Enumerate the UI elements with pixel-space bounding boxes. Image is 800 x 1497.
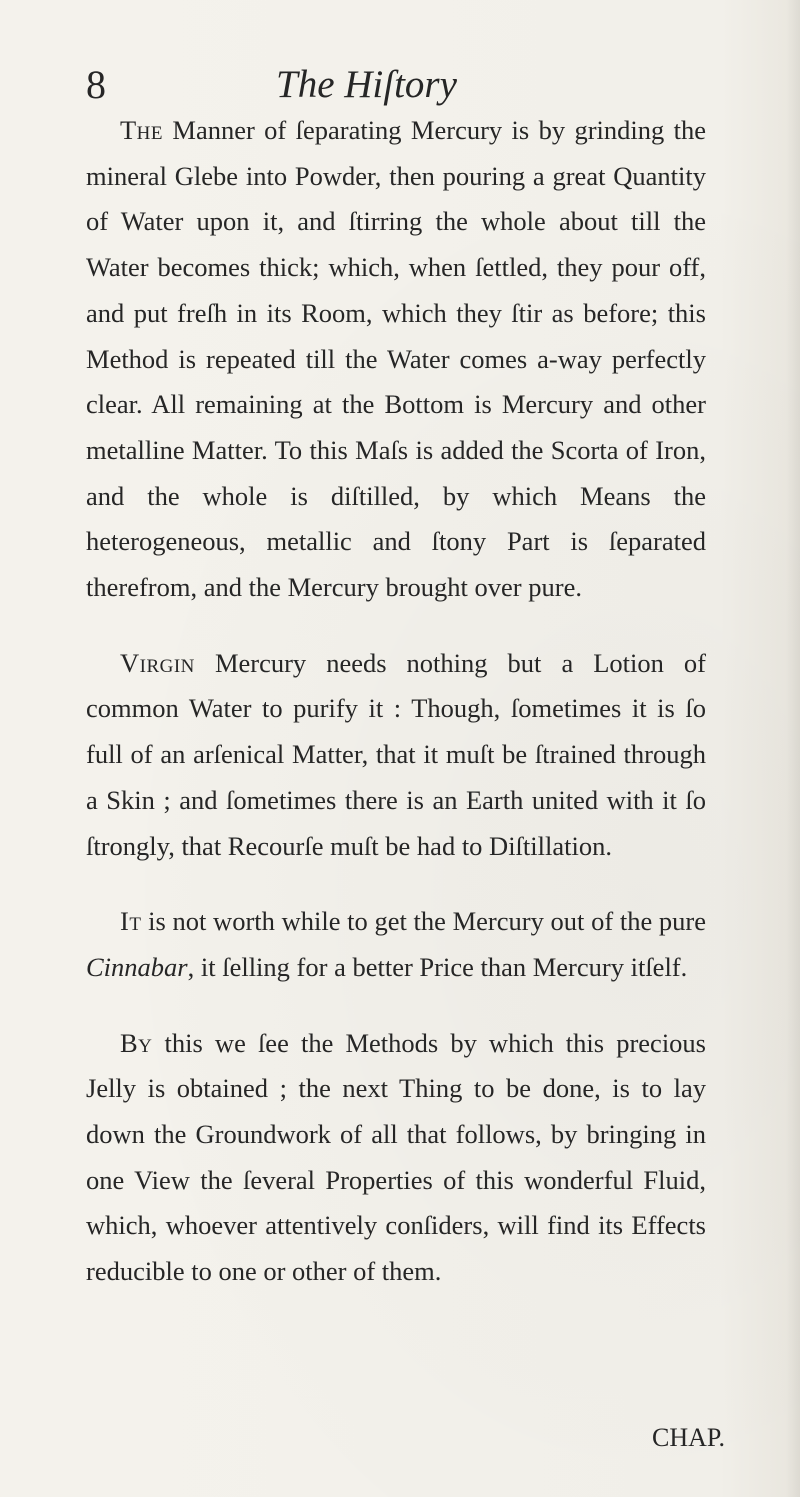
page-header	[86, 62, 686, 108]
page-edge-shadow	[786, 0, 800, 1497]
paragraph-virgin-mercury	[86, 641, 706, 870]
paragraph-text: is not worth while to get the Mercury out of the pure	[141, 906, 706, 937]
paragraph-text: , it ſelling for a better Price than Mercury itſelf.	[187, 951, 688, 982]
paragraph-lead-word: Virgin	[120, 647, 195, 678]
body-text	[86, 108, 706, 1295]
paragraph-lead-word: It	[120, 906, 142, 937]
running-title: The Hiſtory	[276, 63, 457, 106]
paragraph-separating-mercury	[86, 108, 706, 611]
paragraph-text: Mercury needs nothing but a Lotion of common Water to purify it : Though, ſometimes it is ſo full of an arſenical Matter, that it muſt be ſtrained through a Skin ; and ſometimes there is an Earth united with it ſo ſtrongly, that Recourſe muſt be had to Diſtillation.	[86, 647, 706, 861]
catchword: CHAP.	[652, 1423, 725, 1452]
paragraph-properties	[86, 1021, 706, 1295]
paragraph-text: Manner of ſeparating Mercury is by grinding the mineral Glebe into Powder, then pouring a great Quantity of Water upon it, and ſtirring the whole about till the Water becomes thick; which, when ſettled, they pour off, and put freſh in its Room, which they ſtir as before; this Method is repeated till the Water comes a‑way perfectly clear. All remaining at the Bottom is Mercury and other metalline Matter. To this Maſs is added the Scorta of Iron, and the whole is diſtilled, by which Means the heterogeneous, metallic and ſtony Part is ſeparated therefrom, and the Mercury brought over pure.	[86, 115, 706, 603]
paragraph-cinnabar	[86, 899, 706, 990]
page-number: 8	[86, 62, 106, 107]
italic-term: Cinnabar	[86, 951, 188, 982]
paragraph-text: this we ſee the Methods by which this precious Jelly is obtained ; the next Thing to be done, is to lay down the Groundwork of all that follows, by bringing in one View the ſeveral Properties of this wonderful Fluid, which, whoever attentively conſiders, will find its Effects reducible to one or other of them.	[86, 1027, 706, 1287]
paragraph-lead-word: By	[120, 1027, 153, 1058]
paragraph-lead-word: The	[120, 115, 164, 145]
